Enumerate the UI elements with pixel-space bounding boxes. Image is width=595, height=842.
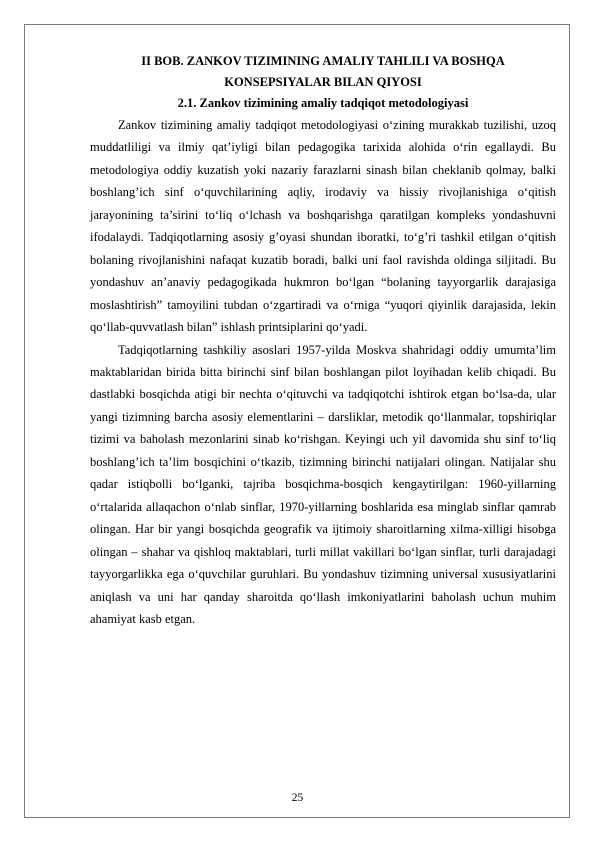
chapter-title-line-2: KONSEPSIYALAR BILAN QIYOSI — [224, 75, 422, 89]
page-content — [90, 51, 556, 630]
body-paragraph-2: Tadqiqotlarning tashkiliy asoslari 1957-yilda Moskva shahridagi oddiy umumta’lim maktablaridan birida bitta birinchi sinf bilan boshlangan pilot loyihadan kelib chiqadi. Bu dastlabki bosqichda atigi bir nechta o‘qituvchi va tadqiqotchi ishtirok etgan bo‘lsa-da, ular yangi tizimning barcha asosiy elementlarini – darsliklar, metodik qo‘llanmalar, topshiriqlar tizimi va baholash mezonlarini sinab ko‘rishgan. Keyingi uch yil davomida shu sinf to‘liq boshlang’ich ta’lim bosqichini o‘tkazib, tizimning birinchi natijalari olingan. Natijalar shu qadar istiqbolli bo‘lganki, tajriba bosqichma-bosqich kengaytirilgan: 1960-yillarning o‘rtalarida allaqachon o‘nlab sinflar, 1970-yillarning boshlarida esa minglab sinflar qamrab olingan. Har bir yangi bosqichda geografik va ijtimoiy sharoitlarning xilma-xilligi hisobga olingan – shahar va qishloq maktablari, turli millat vakillari bo‘lgan sinflar, turli darajadagi tayyorgarlikka ega o‘quvchilar guruhlari. Bu yondashuv tizimning universal xususiyatlarini aniqlash va uni har qanday sharoitda qo‘llash imkoniyatlarini baholash uchun muhim ahamiyat kasb etgan. — [90, 342, 556, 626]
section-title: 2.1. Zankov tizimining amaliy tadqiqot metodologiyasi — [177, 96, 469, 110]
body-paragraph-1: Zankov tizimining amaliy tadqiqot metodologiyasi o‘zining murakkab tuzilishi, uzoq muddatliligi va ilmiy qat’iyligi bilan pedagogika tarixida alohida o‘rin egallaydi. Bu metodologiya oddiy kuzatish yoki nazariy farazlarni sinash bilan cheklanib qolmay, balki boshlang’ich sinf o‘quvchilarining aqliy, irodaviy va hissiy rivojlanishiga o‘qitish jarayonining ta’sirini to‘liq o‘lchash va boshqarishga qaratilgan kompleks yondashuvni ifodalaydi. Tadqiqotlarning asosiy g’oyasi shundan iboratki, to‘g’ri tashkil etilgan o‘qitish bolaning rivojlanishini nafaqat kuzatib boradi, balki uni faol ravishda oldinga siljitadi. Bu yondashuv an’anaviy pedagogikada hukmron bo‘lgan “bolaning tayyorgarlik darajasiga moslashtirish” tamoyilini tubdan o‘zgartiradi va o‘rniga “yuqori qiyinlik darajasida, lekin qo‘llab-quvvatlash bilan” ishlash printsiplarini qo‘yadi. — [90, 118, 556, 335]
chapter-title-line-1: II BOB. ZANKOV TIZIMINING AMALIY TAHLILI VA BOSHQA — [141, 54, 505, 68]
page-number: 25 — [291, 792, 304, 804]
